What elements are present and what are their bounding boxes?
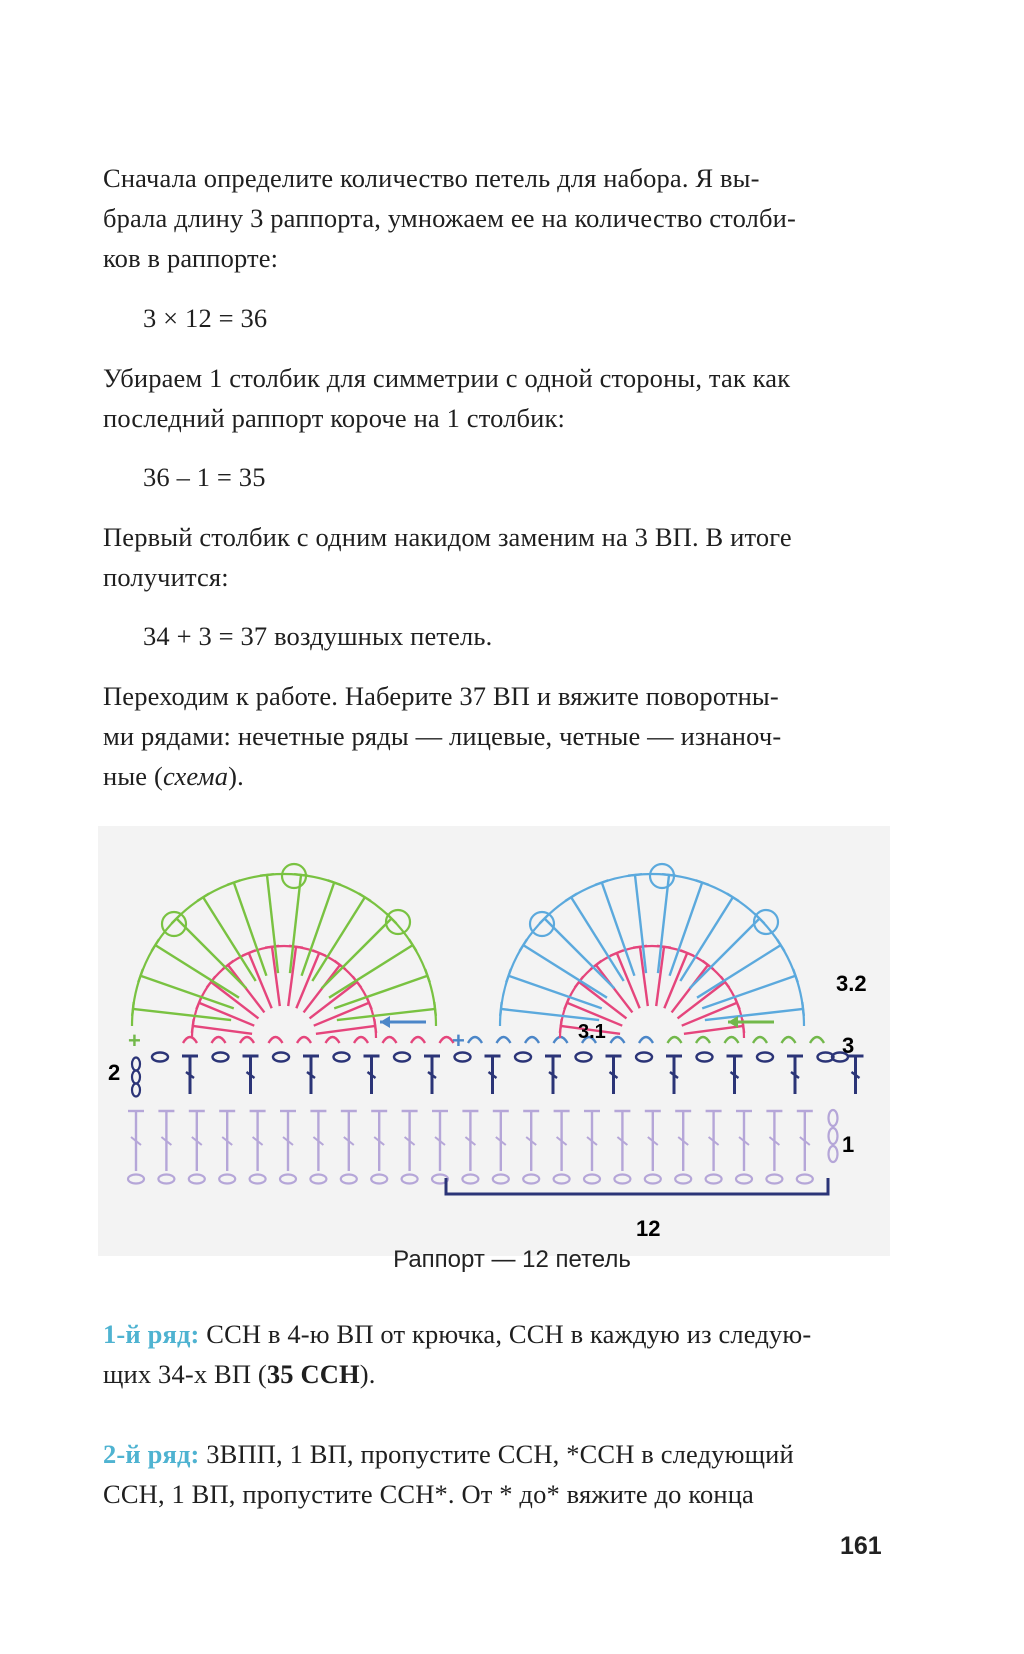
row2-chain-stitch <box>757 1053 773 1062</box>
row2-chain-stitch <box>515 1053 531 1062</box>
row2-line-1 <box>103 1434 903 1474</box>
row1-line-1 <box>103 1314 903 1354</box>
pink-fan-spoke <box>304 965 340 1012</box>
foundation-chain-stitch <box>736 1175 752 1184</box>
row1-line-2 <box>103 1354 903 1394</box>
row1-label: 1-й ряд: <box>103 1319 200 1349</box>
intro4-text-before: ные ( <box>103 761 163 791</box>
row3-slip-plus: + <box>452 1028 465 1053</box>
row2-label: 2-й ряд: <box>103 1439 200 1469</box>
row-1-group <box>128 1110 838 1194</box>
row3-chain-arc <box>639 1037 653 1043</box>
blue-fan-spoke <box>545 919 615 989</box>
row3-chain-arc <box>269 1037 283 1043</box>
row1-bold-count: 35 ССН <box>266 1359 360 1389</box>
turning-chain-stitch <box>829 1110 838 1126</box>
intro4-line-3 <box>103 756 903 796</box>
row2-chain-stitch <box>455 1053 471 1062</box>
label-row-2: 2 <box>108 1060 121 1085</box>
green-fan-spoke <box>177 919 247 989</box>
foundation-chain-stitch <box>189 1175 205 1184</box>
row3-chain-arc <box>354 1037 368 1043</box>
intro-line-3: ков в раппорте: <box>103 243 279 273</box>
foundation-chain-stitch <box>402 1175 418 1184</box>
green-fan-spoke <box>322 919 392 989</box>
label-row-1: 1 <box>842 1132 855 1157</box>
row3-chain-arc <box>810 1037 824 1043</box>
scheme-word: схема <box>162 761 229 791</box>
turning-chain-stitch <box>829 1128 838 1144</box>
pink-fan-spoke <box>310 982 357 1018</box>
green-fan-spoke <box>329 945 413 998</box>
crochet-diagram-svg <box>98 826 890 1256</box>
foundation-chain-stitch <box>462 1175 478 1184</box>
crochet-diagram <box>98 826 890 1256</box>
row2-chain-stitch <box>576 1053 592 1062</box>
row2-chain-stitch <box>213 1053 229 1062</box>
pink-fan-spoke <box>228 965 264 1012</box>
intro4-line-1: Переходим к работе. Наберите 37 ВП и вяжите поворотны- <box>103 681 779 711</box>
row1-text-a: ССН в 4-ю ВП от крючка, ССН в каждую из следую- <box>199 1319 812 1349</box>
foundation-chain-stitch <box>250 1175 266 1184</box>
foundation-chain-stitch <box>523 1175 539 1184</box>
row3-chain-arc <box>782 1037 796 1043</box>
row3-chain-arc <box>326 1037 340 1043</box>
arrow-head <box>380 1016 390 1028</box>
intro-line-2: брала длину 3 раппорта, умножаем ее на количество столби- <box>103 203 796 233</box>
pink-fan-spoke <box>684 1026 743 1034</box>
pink-fan-spoke <box>316 1026 375 1034</box>
label-row-3-1: 3.1 <box>578 1021 606 1043</box>
label-repeat-count: 12 <box>636 1216 661 1241</box>
foundation-chain-stitch <box>614 1175 630 1184</box>
pink-fan-arc <box>192 946 376 1038</box>
repeat-bracket <box>446 1178 828 1194</box>
foundation-chain-stitch <box>158 1175 174 1184</box>
row3-chain-arc <box>497 1037 511 1043</box>
pink-fan-spoke <box>596 965 632 1012</box>
row2-text-a: 3ВПП, 1 ВП, пропустите ССН, *ССН в следующий <box>199 1439 794 1469</box>
green-fan-spoke <box>155 945 239 998</box>
intro4-line-2: ми рядами: нечетные ряды — лицевые, четные — изнаноч- <box>103 721 782 751</box>
row2-turning-chain <box>132 1084 140 1097</box>
foundation-chain-stitch <box>280 1175 296 1184</box>
foundation-chain-stitch <box>766 1175 782 1184</box>
pink-fan-spoke <box>678 982 725 1018</box>
intro-line-1: Сначала определите количество петель для набора. Я вы- <box>103 163 760 193</box>
green-fan-spoke <box>302 883 335 976</box>
pink-fan-spoke <box>579 982 626 1018</box>
row3-chain-arc <box>611 1037 625 1043</box>
row2-chain-stitch <box>636 1053 652 1062</box>
foundation-chain-stitch <box>371 1175 387 1184</box>
intro3-line-2: получится: <box>103 562 229 592</box>
intro2-line-2: последний раппорт короче на 1 столбик: <box>103 403 565 433</box>
foundation-chain-stitch <box>493 1175 509 1184</box>
foundation-chain-stitch <box>584 1175 600 1184</box>
fan-motifs-group <box>132 864 804 1038</box>
diagram-caption: Раппорт — 12 петель <box>393 1246 631 1273</box>
blue-fan-spoke <box>509 976 602 1009</box>
formula-1: 3 × 12 = 36 <box>143 303 268 333</box>
foundation-chain-stitch <box>645 1175 661 1184</box>
row2-chain-stitch <box>697 1053 713 1062</box>
intro4-text-after: ). <box>228 761 244 791</box>
row3-chain-arc <box>297 1037 311 1043</box>
row2-turning-chain <box>132 1058 140 1071</box>
row3-chain-arc <box>725 1037 739 1043</box>
blue-fan-spoke <box>670 883 703 976</box>
row2-turning-chain <box>132 1071 140 1084</box>
foundation-chain-stitch <box>341 1175 357 1184</box>
foundation-chain-stitch <box>219 1175 235 1184</box>
row1-text-b: щих 34-х ВП ( <box>103 1359 267 1389</box>
row3-chain-arc <box>411 1037 425 1043</box>
foundation-chain-stitch <box>128 1175 144 1184</box>
label-row-3-2: 3.2 <box>836 971 867 996</box>
blue-fan-spoke <box>697 945 781 998</box>
intro3-line-1: Первый столбик с одним накидом заменим на 3 ВП. В итоге <box>103 522 792 552</box>
row3-chain-arc <box>240 1037 254 1043</box>
row3-chain-arc <box>183 1037 197 1043</box>
row3-chain-arc <box>753 1037 767 1043</box>
row2-chain-stitch <box>152 1053 168 1062</box>
row3-chain-arc <box>696 1037 710 1043</box>
intro2-line-1: Убираем 1 столбик для симметрии с одной стороны, так как <box>103 363 791 393</box>
pink-fan-spoke <box>672 965 708 1012</box>
green-fan-spoke <box>141 976 234 1009</box>
foundation-chain-stitch <box>706 1175 722 1184</box>
foundation-chain-stitch <box>675 1175 691 1184</box>
row2-chain-stitch <box>273 1053 289 1062</box>
turning-chain-stitch <box>829 1146 838 1162</box>
foundation-chain-stitch <box>797 1175 813 1184</box>
formula-2: 36 – 1 = 35 <box>143 462 266 492</box>
page-number: 161 <box>840 1532 882 1560</box>
green-fan-spoke <box>234 883 267 976</box>
row3-chain-arc <box>468 1037 482 1043</box>
blue-fan-arc <box>500 874 804 1026</box>
row2-chain-stitch <box>394 1053 410 1062</box>
green-fan-spoke <box>334 976 427 1009</box>
row3-chain-arc <box>383 1037 397 1043</box>
row-2-group <box>132 1053 864 1097</box>
row2-chain-stitch <box>334 1053 350 1062</box>
row1-text-c: ). <box>359 1359 376 1389</box>
pink-fan-spoke <box>211 982 258 1018</box>
row3-chain-arc <box>212 1037 226 1043</box>
row3-chain-arc <box>668 1037 682 1043</box>
blue-fan-spoke <box>690 919 760 989</box>
row3-chain-arc <box>525 1037 539 1043</box>
formula-3: 34 + 3 = 37 воздушных петель. <box>143 621 493 651</box>
foundation-chain-stitch <box>554 1175 570 1184</box>
blue-fan-spoke <box>702 976 795 1009</box>
row2-line-2: ССН, 1 ВП, пропустите ССН*. От * до* вяжите до конца <box>103 1479 754 1509</box>
green-fan-arc <box>132 874 436 1026</box>
blue-fan-spoke <box>523 945 607 998</box>
foundation-chain-stitch <box>310 1175 326 1184</box>
pink-fan-spoke <box>193 1026 252 1034</box>
label-row-3: 3 <box>842 1033 855 1058</box>
blue-fan-spoke <box>602 883 635 976</box>
row3-slip-plus: + <box>128 1028 141 1053</box>
